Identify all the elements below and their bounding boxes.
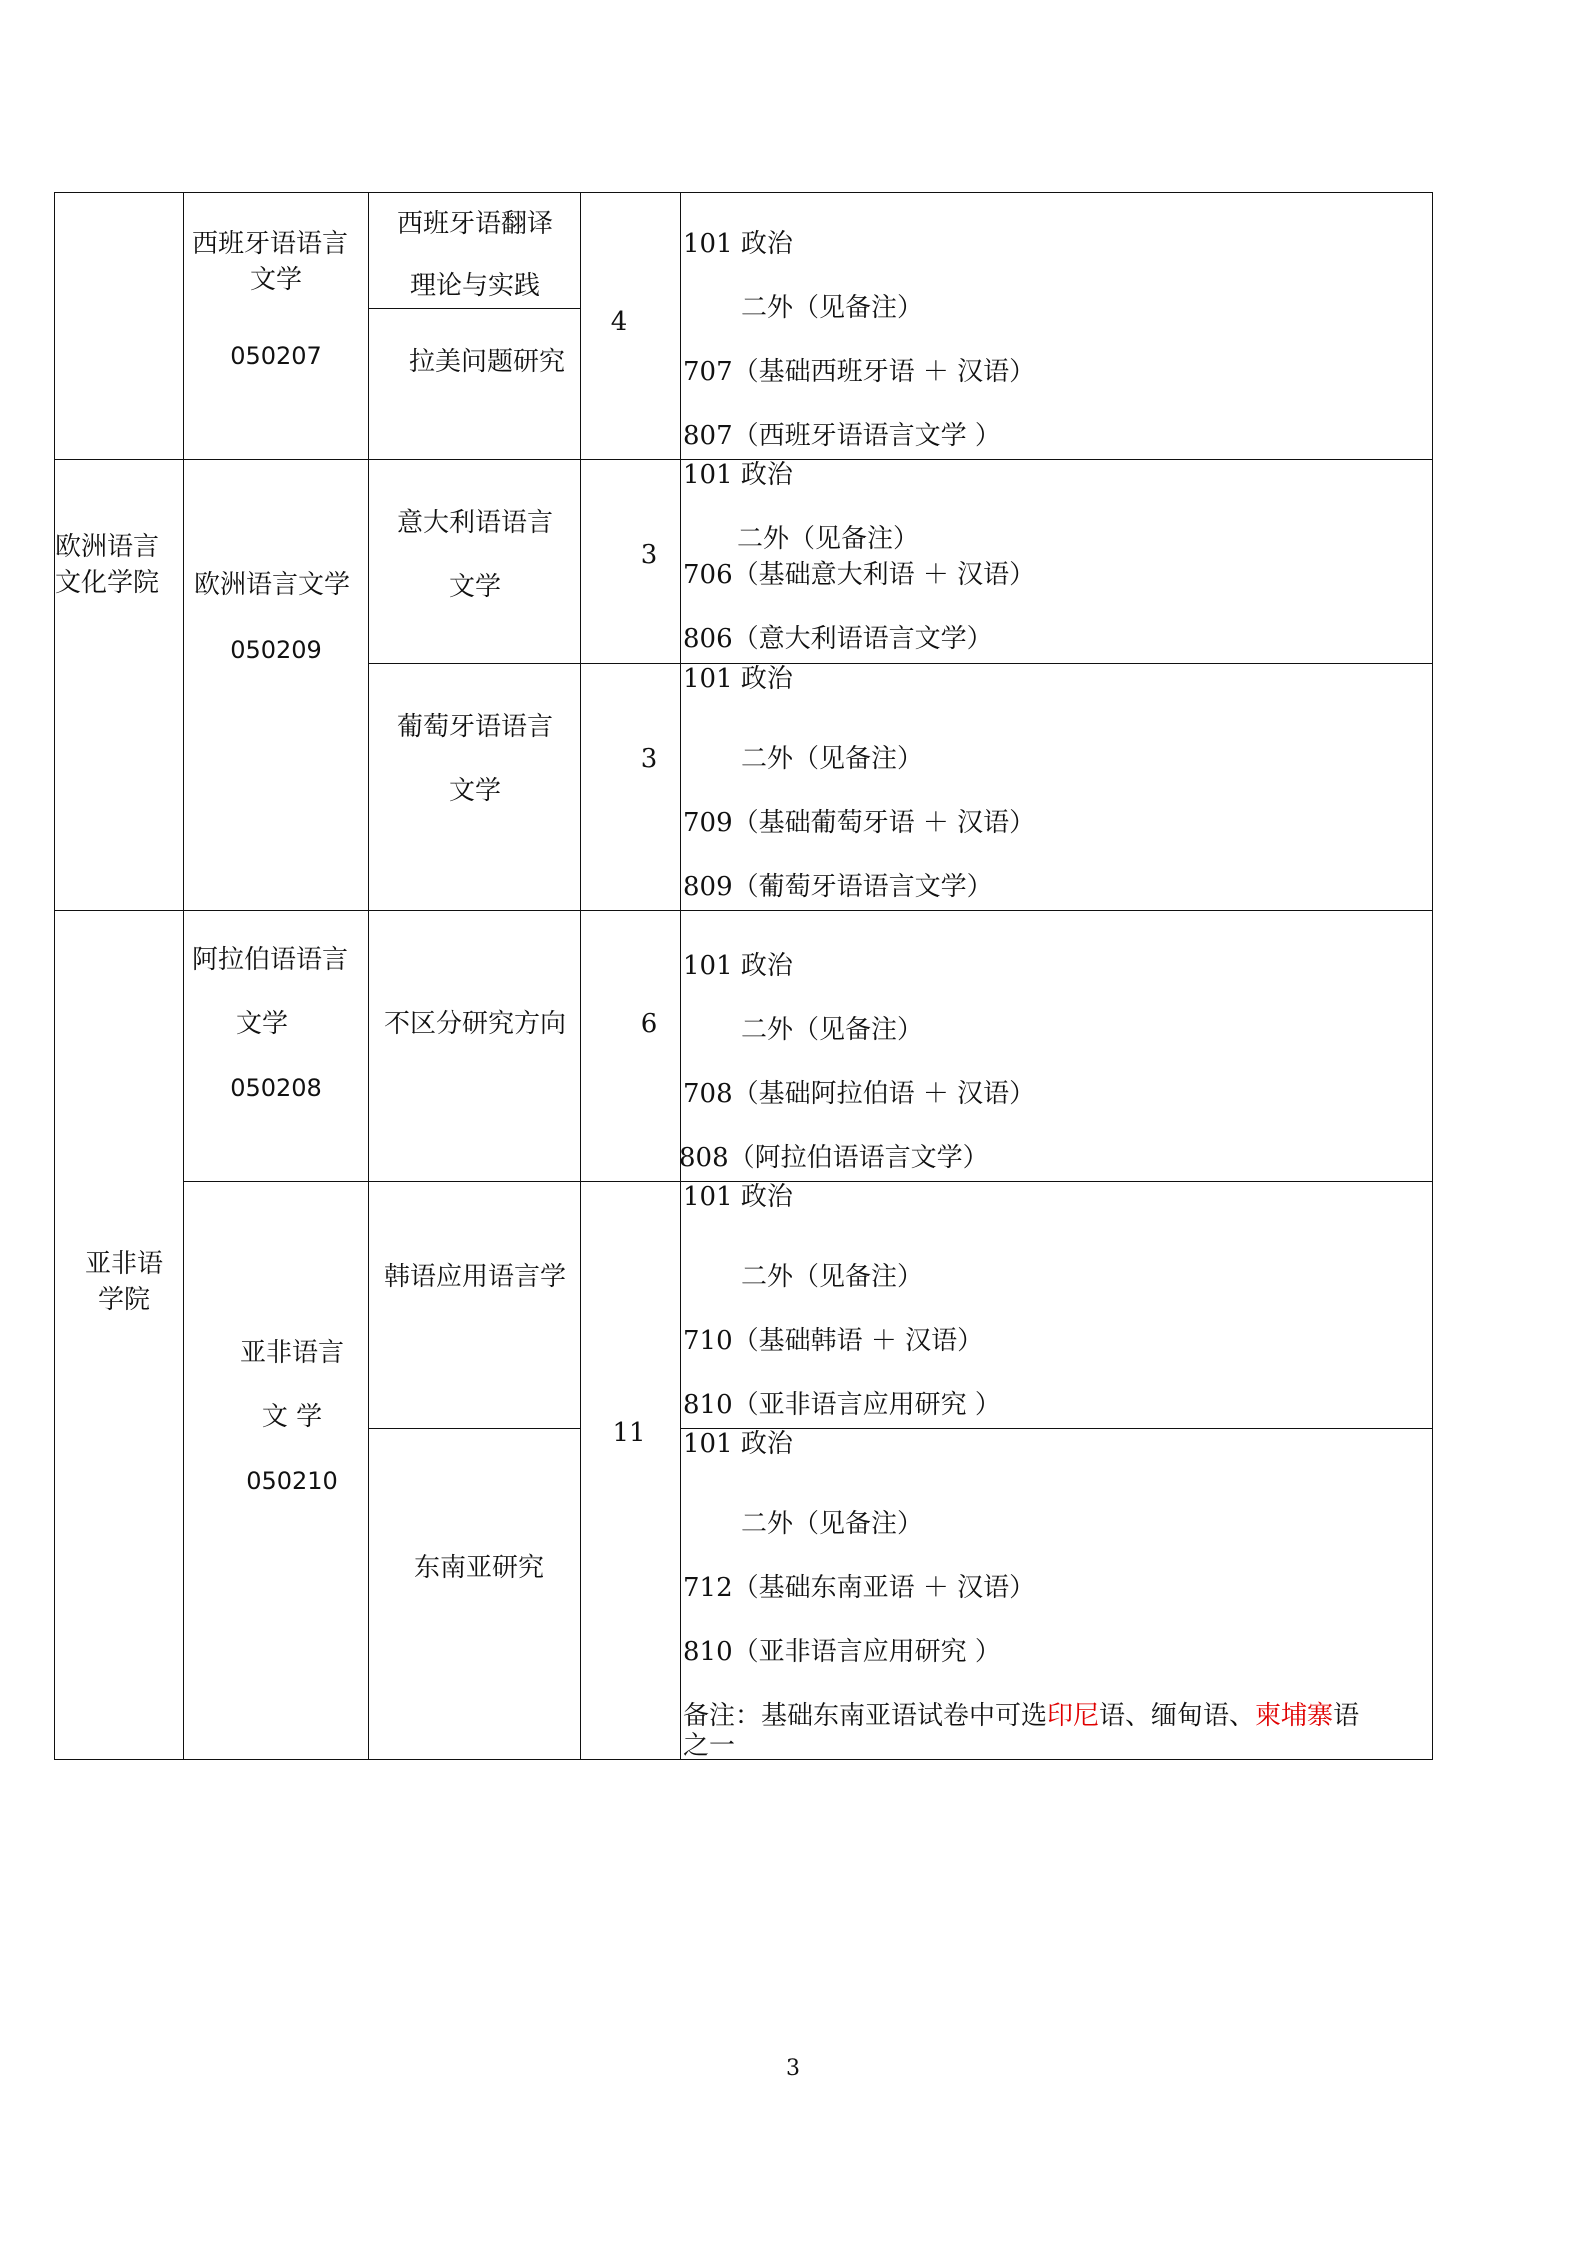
program-cell-european <box>183 459 369 911</box>
quota-cell-italian <box>580 459 681 664</box>
exam-cell-portuguese <box>680 663 1433 911</box>
program-cell-spanish <box>183 192 369 460</box>
program-name-line: 亚非语言 <box>239 1338 345 1368</box>
college-name-line: 文化学院 <box>55 568 160 598</box>
admissions-table <box>54 192 1433 1760</box>
exam-line: 810（亚非语言应用研究 ） <box>683 1390 1001 1420</box>
quota-cell-arabic <box>580 910 681 1182</box>
direction-cell-translation <box>368 192 581 309</box>
direction-name: 韩语应用语言学 <box>383 1262 567 1292</box>
exam-line: 707（基础西班牙语 ＋ 汉语） <box>683 357 1036 387</box>
direction-name: 东南亚研究 <box>413 1553 545 1583</box>
program-name-line: 文 学 <box>261 1402 323 1432</box>
exam-line: 二外（见备注） <box>741 744 924 774</box>
exam-cell-southeast-asia <box>680 1428 1433 1760</box>
exam-cell-spanish <box>680 192 1433 460</box>
exam-line: 二外（见备注） <box>741 1509 924 1539</box>
exam-line: 810（亚非语言应用研究 ） <box>683 1637 1001 1667</box>
program-code: 050207 <box>230 342 322 370</box>
exam-line: 二外（见备注） <box>741 1262 924 1292</box>
quota-cell-spanish <box>580 192 681 460</box>
quota-cell-portuguese <box>580 663 681 911</box>
program-code: 050210 <box>246 1467 338 1495</box>
exam-line: 101 政治 <box>683 1182 793 1212</box>
exam-cell-korean <box>680 1181 1433 1429</box>
exam-line: 808（阿拉伯语语言文学） <box>679 1143 989 1173</box>
quota-value: 11 <box>612 1418 646 1448</box>
direction-name-line: 理论与实践 <box>409 271 541 301</box>
program-cell-arabic <box>183 910 369 1182</box>
program-cell-asia-africa <box>183 1181 369 1760</box>
college-cell-asia-africa <box>54 910 184 1760</box>
direction-name-line: 西班牙语翻译 <box>396 209 554 239</box>
remark-line: 之一 <box>683 1731 736 1761</box>
exam-line: 二外（见备注） <box>741 293 924 323</box>
quota-value: 6 <box>640 1009 658 1039</box>
remark-highlight: 柬埔寨 <box>1255 1701 1334 1731</box>
direction-cell-southeast-asia <box>368 1428 581 1760</box>
program-code: 050209 <box>230 636 322 664</box>
exam-line: 710（基础韩语 ＋ 汉语） <box>683 1326 984 1356</box>
remark-highlight: 印尼 <box>1047 1701 1100 1731</box>
college-cell-europe <box>54 459 184 911</box>
page-number: 3 <box>786 2056 800 2081</box>
direction-name-line: 文学 <box>448 776 502 806</box>
direction-cell-korean <box>368 1181 581 1429</box>
program-name: 欧洲语言文学 <box>194 570 351 600</box>
direction-name-line: 意大利语语言 <box>396 508 554 538</box>
remark-text: 语、缅甸语、 <box>1099 1701 1256 1731</box>
quota-cell-asia-africa <box>580 1181 681 1760</box>
college-name-line: 亚非语 <box>85 1249 164 1279</box>
program-name-line: 文学 <box>235 1009 289 1039</box>
exam-cell-arabic <box>680 910 1433 1182</box>
exam-line: 712（基础东南亚语 ＋ 汉语） <box>683 1573 1036 1603</box>
exam-cell-italian <box>680 459 1433 664</box>
college-name-line: 欧洲语言 <box>55 532 160 562</box>
exam-line: 二外（见备注） <box>741 1015 924 1045</box>
exam-line: 101 政治 <box>683 951 793 981</box>
exam-line: 101 政治 <box>683 1429 793 1459</box>
quota-value: 3 <box>640 744 658 774</box>
exam-line: 708（基础阿拉伯语 ＋ 汉语） <box>683 1079 1036 1109</box>
exam-line: 二外（见备注） <box>737 524 920 554</box>
program-name-line: 阿拉伯语语言 <box>192 945 349 975</box>
exam-line: 806（意大利语语言文学） <box>683 624 993 654</box>
quota-value: 4 <box>610 307 628 337</box>
exam-line: 807（西班牙语语言文学 ） <box>683 421 1001 451</box>
quota-value: 3 <box>640 540 658 570</box>
direction-cell-arabic <box>368 910 581 1182</box>
exam-line: 101 政治 <box>683 460 793 490</box>
remark-line <box>683 1701 1359 1731</box>
program-name-line: 文学 <box>249 265 303 295</box>
remark-text: 备注：基础东南亚语试卷中可选 <box>683 1701 1048 1731</box>
college-name-line: 学院 <box>98 1285 151 1315</box>
direction-cell-latin-america <box>368 308 581 460</box>
direction-cell-portuguese <box>368 663 581 911</box>
exam-line: 709（基础葡萄牙语 ＋ 汉语） <box>683 808 1036 838</box>
exam-line: 101 政治 <box>683 229 793 259</box>
direction-name: 拉美问题研究 <box>408 347 566 377</box>
exam-line: 101 政治 <box>683 664 793 694</box>
direction-name: 不区分研究方向 <box>383 1009 567 1039</box>
program-name-line: 西班牙语语言 <box>192 229 349 259</box>
remark-text: 语 <box>1333 1701 1360 1731</box>
program-code: 050208 <box>230 1074 322 1102</box>
direction-name-line: 文学 <box>448 572 502 602</box>
direction-name-line: 葡萄牙语语言 <box>396 712 554 742</box>
exam-line: 809（葡萄牙语语言文学） <box>683 872 993 902</box>
college-cell-empty <box>54 192 184 460</box>
direction-cell-italian <box>368 459 581 664</box>
exam-line: 706（基础意大利语 ＋ 汉语） <box>683 560 1036 590</box>
